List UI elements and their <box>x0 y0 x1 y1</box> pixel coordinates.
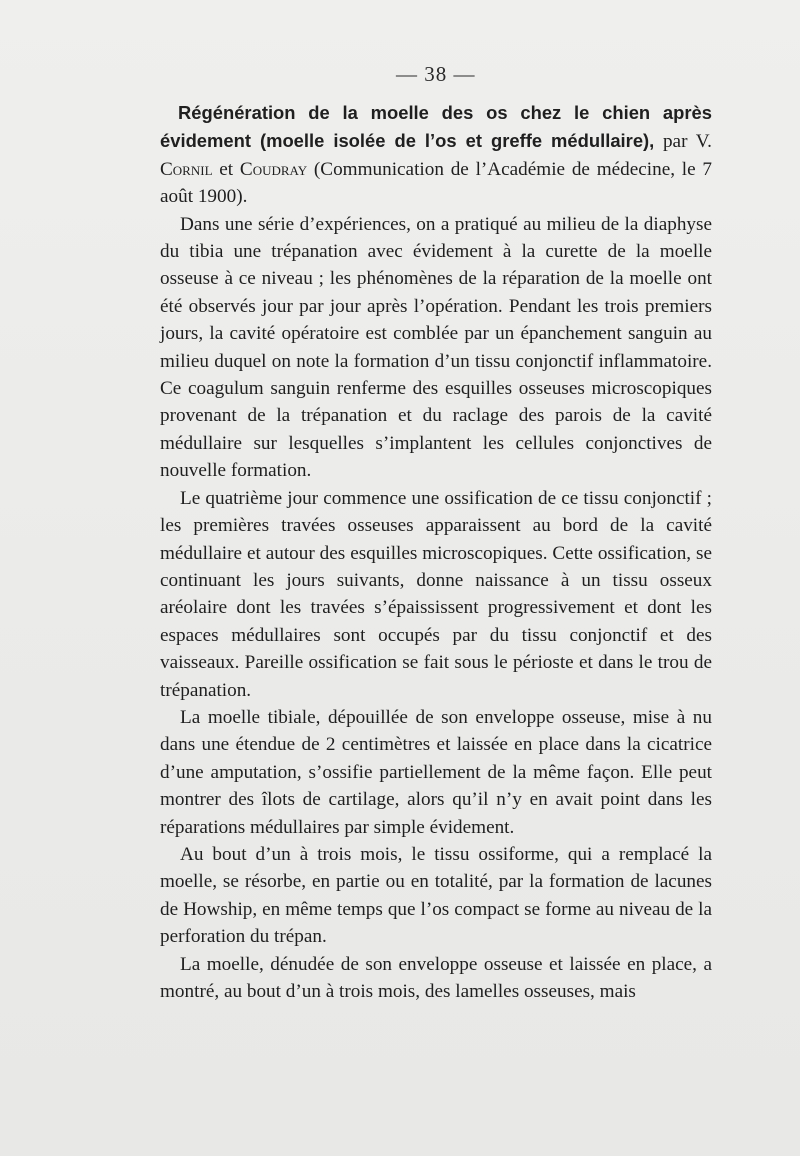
paragraph: Au bout d’un à trois mois, le tissu ossiforme, qui a remplacé la moelle, se résorbe, en partie ou en totalité, par la formation de lacunes de Howship, en même temps que l’os compact se forme au niveau de la perforation du trépan. <box>160 843 712 948</box>
author-cornil: Cornil <box>160 158 213 180</box>
page-number: — 38 — <box>396 62 476 86</box>
paragraph: La moelle tibiale, dépouillée de son enveloppe osseuse, mise à nu dans une étendue de 2 centimètres et laissée en place dans la cicatrice d’une amputation, s’ossifie partiellement de la même façon. Elle peut montrer des îlots de cartilage, alors qu’il n’y en avait point dans les réparations médullaires par simple évidement. <box>160 706 712 838</box>
article-title: Régénération de la moelle des os chez le chien après évidement (moelle isolée de l’os et greffe médullaire), <box>160 102 712 152</box>
paragraph: La moelle, dénudée de son enveloppe osseuse et laissée en place, a montré, au bout d’un à trois mois, des lamelles osseuses, mais <box>160 953 712 1002</box>
article-body <box>160 99 712 1005</box>
author-join: et <box>212 158 240 180</box>
citation: (Communication de l’Académie de médecine, le 7 août 1900). <box>160 158 712 208</box>
article-heading <box>160 99 712 211</box>
paragraph: Dans une série d’expériences, on a pratiqué au milieu de la diaphyse du tibia une trépanation avec évidement à la curette de la moelle osseuse à ce niveau ; les phénomènes de la réparation de la moelle ont été observés jour par jour après l’opération. Pendant les trois premiers jours, la cavité opératoire est comblée par un épanchement sanguin au milieu duquel on note la formation d’un tissu conjonctif inflammatoire. Ce coagulum sanguin renferme des esquilles osseuses microscopiques provenant de la trépanation et du raclage des parois de la cavité médullaire sur lesquelles s’implantent les cellules conjonctives de nouvelle formation. <box>160 213 712 482</box>
author-prefix: par V. <box>654 131 712 153</box>
paragraph: Le quatrième jour commence une ossification de ce tissu conjonctif ; les premières travées osseuses apparaissent au bord de la cavité médullaire et autour des esquilles microscopiques. Cette ossification, se continuant les jours suivants, donne naissance à un tissu osseux aréolaire dont les travées s’épaississent progressivement et dont les espaces médullaires sont occupés par du tissu conjonctif et des vaisseaux. Pareille ossification se fait sous le périoste et dans le trou de trépanation. <box>160 487 712 701</box>
author-coudray: Coudray <box>239 158 308 180</box>
